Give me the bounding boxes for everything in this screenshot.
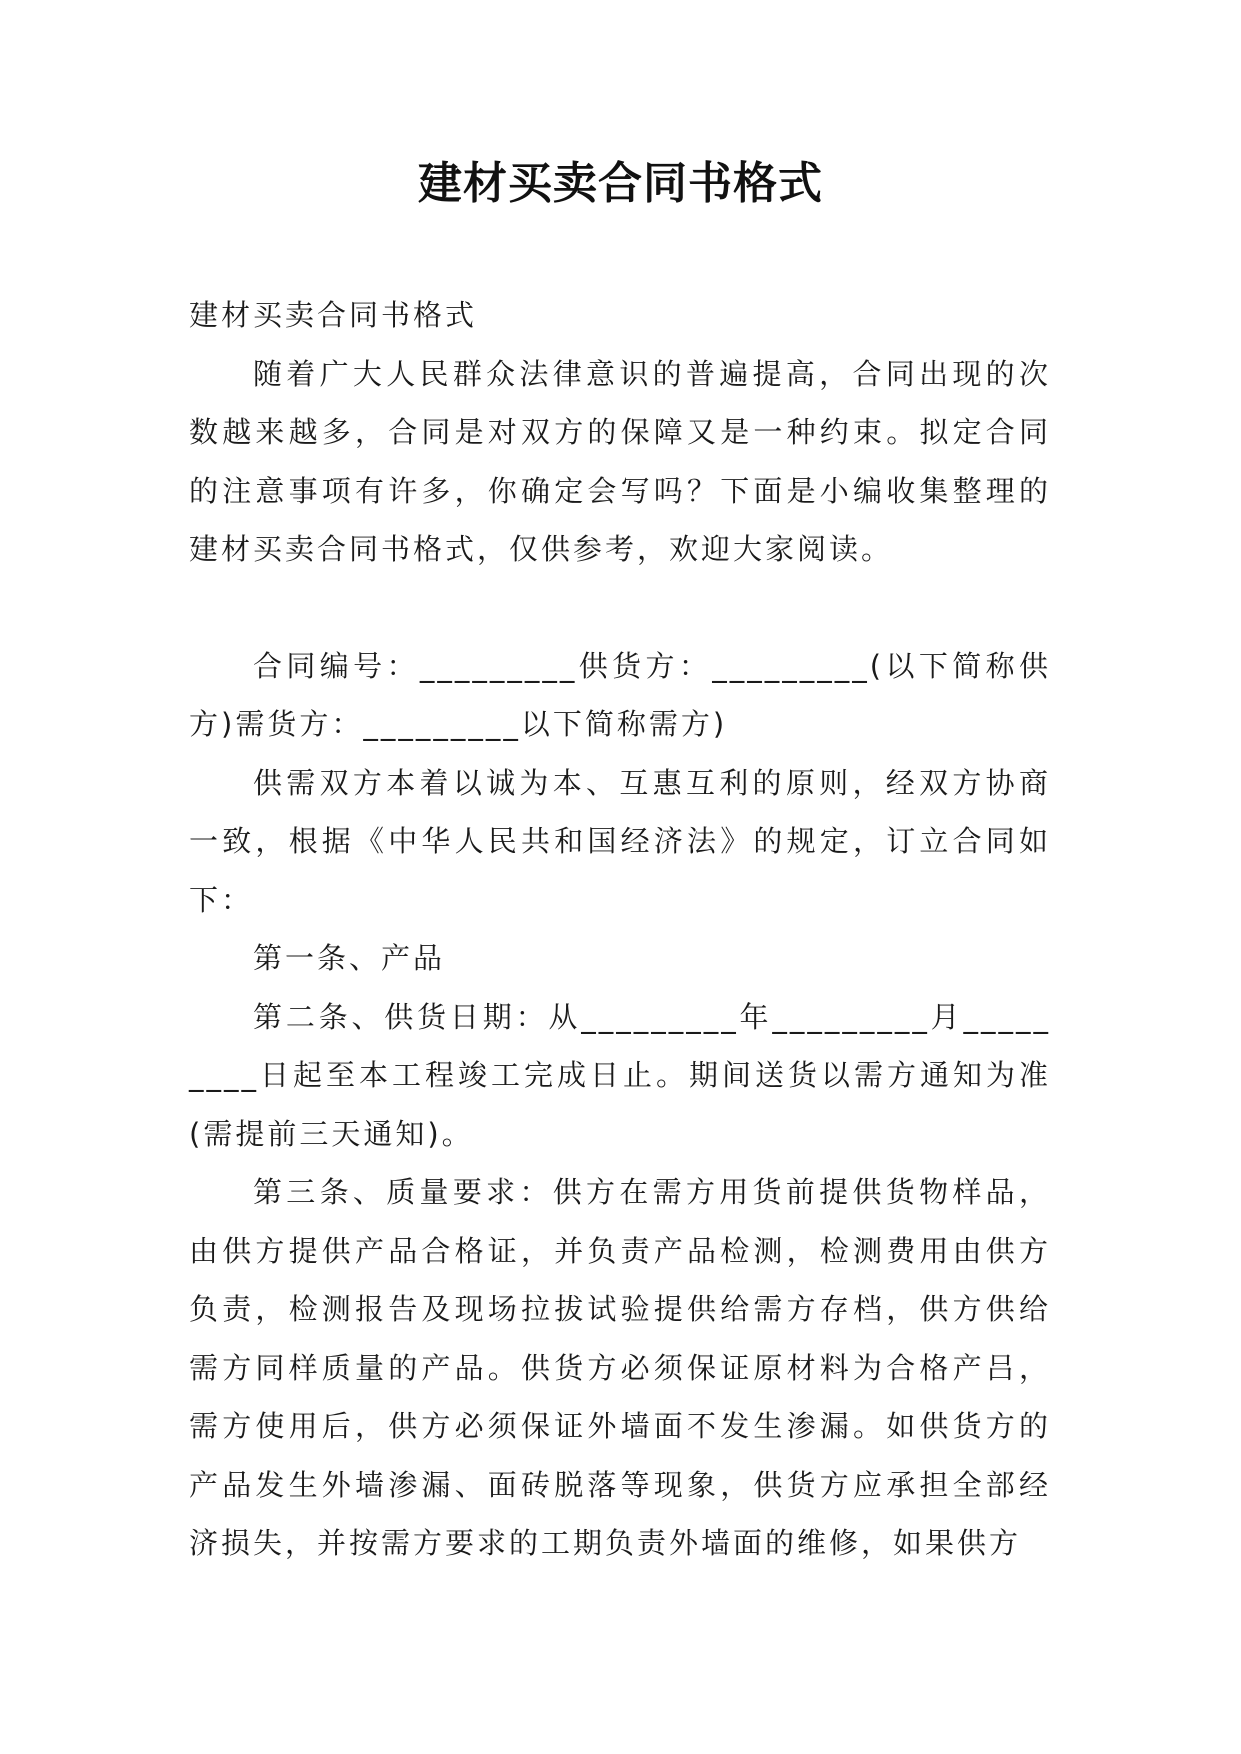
paragraph-spacer bbox=[189, 579, 1051, 637]
article-1-paragraph: 第一条、产品 bbox=[253, 941, 446, 975]
article-3-paragraph: 第三条、质量要求：供方在需方用货前提供货物样品，由供方提供产品合格证，并负责产品检测，检测费用由供方负责，检测报告及现场拉拔试验提供给需方存档，供方供给需方同样质量的产品。供货方必须保证原材料为合格产吕，需方使用后，供方必须保证外墙面不发生渗漏。如供货方的产品发生外墙渗漏、面砖脱落等现象，供货方应承担全部经济损失，并按需方要求的工期负责外墙面的维修，如果供方 bbox=[189, 1175, 1051, 1560]
document-title: 建材买卖合同书格式 bbox=[418, 158, 823, 209]
article-2-paragraph: 第二条、供货日期：从_________年_________月_________日起至本工程竣工完成日止。期间送货以需方通知为准(需提前三天通知)。 bbox=[189, 999, 1051, 1151]
intro-paragraph: 随着广大人民群众法律意识的普遍提高，合同出现的次数越来越多，合同是对双方的保障又是一种约束。拟定合同的注意事项有许多，你确定会写吗？下面是小编收集整理的建材买卖合同书格式，仅供参考，欢迎大家阅读。 bbox=[189, 356, 1051, 566]
preamble-paragraph: 供需双方本着以诚为本、互惠互利的原则，经双方协商一致，根据《中华人民共和国经济法》的规定，订立合同如下： bbox=[189, 765, 1051, 917]
contract-parties-paragraph: 合同编号：_________供货方：_________(以下简称供方)需货方：_________以下简称需方) bbox=[189, 648, 1051, 741]
body-heading: 建材买卖合同书格式 bbox=[189, 298, 478, 332]
document-body bbox=[189, 286, 1051, 1573]
